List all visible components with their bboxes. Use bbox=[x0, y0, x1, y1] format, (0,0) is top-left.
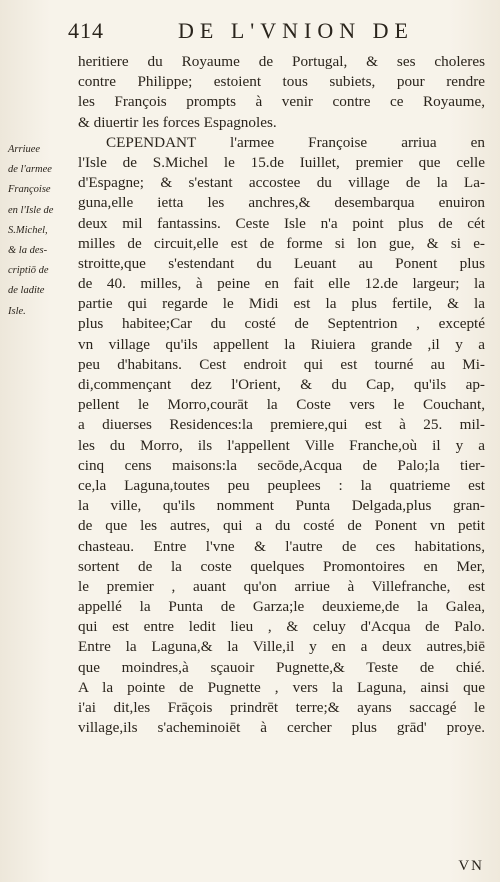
text-line: guna,elle ietta les anchres,& desembarqua enuiron bbox=[78, 194, 485, 212]
margin-note-line: Arriuee bbox=[8, 144, 41, 155]
margin-note-line: de ladite bbox=[8, 285, 45, 297]
text-line: l'Isle de S.Michel le 15.de Iuillet, premier que celle bbox=[78, 153, 485, 171]
paragraph-start-line: CEPENDANT l'armee Françoise arriua en bbox=[106, 133, 485, 151]
text-line: d'Espagne; & s'estant accostee du village de la La- bbox=[78, 174, 485, 192]
text-line: peu d'habitans. Cest endroit qui est tourné au Mi- bbox=[78, 355, 485, 373]
text-line: & diuertir les forces Espagnoles. bbox=[78, 113, 277, 131]
margin-note-line: de l'armee bbox=[8, 164, 52, 176]
text-line: de que les autres, qui a du costé de Ponent vn petit bbox=[78, 517, 485, 535]
text-line: stroitte,que s'estendant du Leuant au Ponent plus bbox=[78, 254, 485, 272]
text-line: heritiere du Royaume de Portugal, & ses choleres bbox=[78, 53, 485, 70]
text-line: le premier , auant qu'on arriue à Villefranche, est bbox=[78, 577, 485, 595]
running-head: DE L'VNION DE bbox=[178, 18, 414, 43]
margin-note-line: Françoise bbox=[8, 184, 51, 196]
page-header bbox=[68, 18, 488, 46]
text-line: village,ils s'acheminoiēt à cercher plus grād' proye. bbox=[78, 719, 485, 737]
text-line: A la pointe de Pugnette , vers la Laguna, ainsi que bbox=[78, 678, 485, 696]
text-line: Entre la Laguna,& la Ville,il y en a deux autres,biē bbox=[78, 638, 485, 656]
text-line: partie qui regarde le Midi est la plus fertile, & la bbox=[78, 295, 485, 313]
text-line: milles de circuit,elle est de forme si lon gue, & si e- bbox=[78, 234, 485, 252]
text-line: les du Morro, ils l'appellent Ville Franche,où il y a bbox=[78, 436, 485, 454]
margin-note bbox=[8, 140, 76, 322]
text-line: chasteau. Entre l'vne & l'autre de ces habitations, bbox=[78, 537, 485, 555]
margin-note-line: en l'Isle de bbox=[8, 204, 54, 216]
text-line: contre Philippe; estoient tous subiets, pour rendre bbox=[78, 73, 485, 91]
body-text bbox=[78, 52, 485, 738]
text-line: qui est entre ledit lieu , & celuy d'Acqua de Palo. bbox=[78, 618, 485, 636]
catchword: VN bbox=[458, 858, 484, 874]
text-line: appellé la Punta de Garza;le deuxieme,de la Galea, bbox=[78, 598, 485, 616]
text-line: de 40. milles, à peine en fait elle 12.de largeur; la bbox=[78, 275, 485, 293]
text-line: deux mil fantassins. Ceste Isle n'a point plus de cét bbox=[78, 214, 485, 232]
text-line: les François prompts à venir contre ce Royaume, bbox=[78, 93, 485, 111]
text-line: sortent de la coste quelques Promontoires en Mer, bbox=[78, 557, 485, 575]
margin-note-line: & la des- bbox=[8, 244, 48, 256]
text-line: pellent le Morro,courāt la Coste vers le Couchant, bbox=[78, 396, 485, 414]
text-line: ce,la Laguna,toutes peu peuplees : la quatrieme est bbox=[78, 476, 485, 494]
page-number: 414 bbox=[68, 18, 104, 43]
text-line: que moindres,à sçauoir Pugnette,& Teste de chié. bbox=[78, 658, 485, 676]
text-line: di,commençant dez l'Orient, & du Cap, qu'ils ap- bbox=[78, 376, 485, 393]
text-line: plus habitee;Car du costé de Septentrion , excepté bbox=[78, 315, 485, 333]
text-line: i'ai dit,les Frāçois prindrēt terre;& ayans saccagé le bbox=[78, 699, 485, 716]
margin-note-line: criptiō de bbox=[8, 265, 49, 277]
text-line: vn village qu'ils appellent la Riuiera grande ,il y a bbox=[78, 335, 485, 353]
text-line: a diuerses Residences:la premiere,qui est à 25. mil- bbox=[78, 416, 485, 434]
text-line: cinq cens maisons:la secōde,Acqua de Palo;la tier- bbox=[78, 456, 485, 474]
margin-note-line: S.Michel, bbox=[8, 224, 48, 236]
text-line: la ville, qu'ils nomment Punta Delgada,plus gran- bbox=[78, 497, 485, 515]
margin-note-line: Isle. bbox=[8, 305, 26, 317]
